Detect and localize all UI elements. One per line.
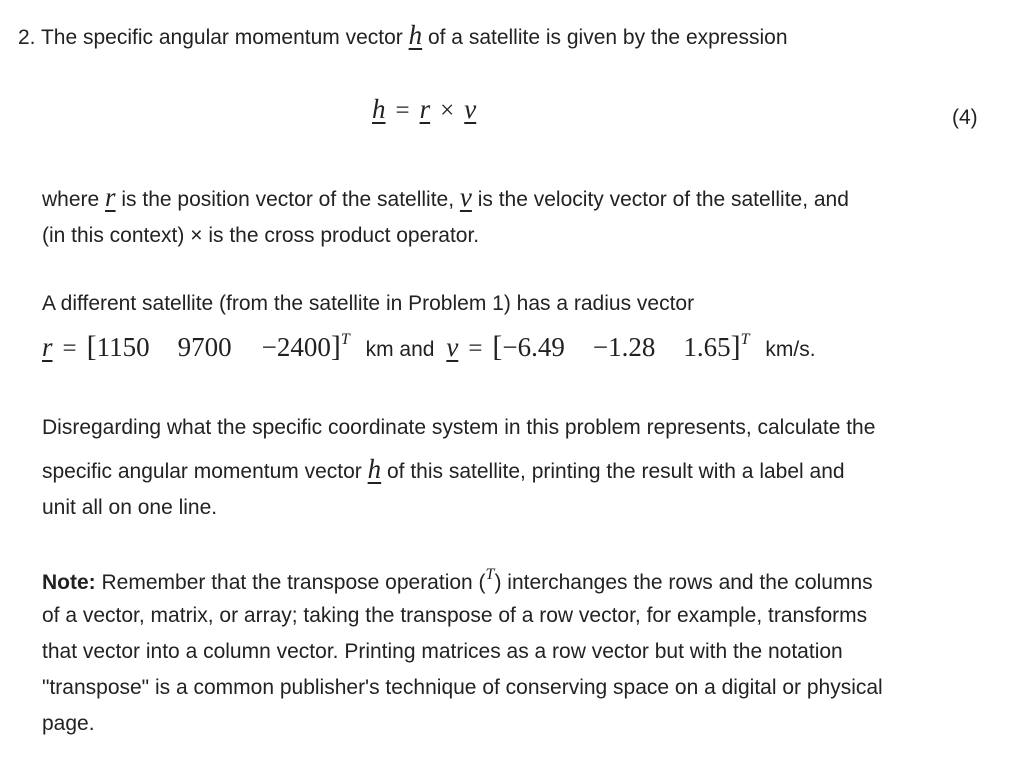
vectors-line <box>42 330 816 364</box>
intro-text: 2. The specific angular momentum vector <box>18 26 409 49</box>
note-line-5: page. <box>42 712 95 735</box>
where-line-2: (in this context) × is the cross product operator. <box>42 224 480 247</box>
v-value-x: −6.49 <box>502 332 565 362</box>
disregard-text-post: of this satellite, printing the result with a label and <box>381 460 845 483</box>
vec-r: r <box>42 332 53 362</box>
v-value-y: −1.28 <box>592 332 656 362</box>
where-line-1 <box>42 182 849 213</box>
bracket-open-v: [ <box>492 330 503 363</box>
r-value-y: 9700 <box>177 332 232 362</box>
different-satellite-line: A different satellite (from the satellite in Problem 1) has a radius vector <box>42 292 695 315</box>
v-value-z: 1.65 <box>683 332 731 362</box>
bracket-close: ] <box>330 330 341 363</box>
r-transpose: T <box>340 331 350 348</box>
intro-text-end: of a satellite is given by the expression <box>422 26 788 49</box>
disregard-line-3: unit all on one line. <box>42 496 218 519</box>
disregard-text-pre: specific angular momentum vector <box>42 460 368 483</box>
km-and: km and <box>365 338 435 361</box>
h-symbol: h <box>408 20 423 50</box>
note-line-3: that vector into a column vector. Printing matrices as a row vector but with the notation <box>42 640 843 663</box>
r-value-z: −2400 <box>261 332 331 362</box>
problem-intro <box>18 20 788 51</box>
note-label: Note: <box>42 571 96 594</box>
disregard-line-1: Disregarding what the specific coordinate system in this problem represents, calculate the <box>42 416 876 439</box>
note-line-4: "transpose" is a common publisher's technique of conserving space on a digital or physical <box>42 676 883 699</box>
bracket-open: [ <box>86 330 97 363</box>
note-line-2: of a vector, matrix, or array; taking the transpose of a row vector, for example, transforms <box>42 604 868 627</box>
equation <box>372 94 476 125</box>
eq-cross: × <box>440 97 455 124</box>
vec-r-equals: = <box>62 335 77 362</box>
vec-v-equals: = <box>468 335 483 362</box>
eq-v: v <box>464 94 477 124</box>
eq-r: r <box>419 94 431 124</box>
where-r: r <box>105 182 116 212</box>
v-transpose: T <box>740 331 750 348</box>
r-value-x: 1150 <box>96 332 150 362</box>
eq-h: h <box>372 94 386 124</box>
equation-number: (4) <box>952 106 978 129</box>
vec-v: v <box>446 332 459 362</box>
eq-equals: = <box>395 97 410 124</box>
bracket-close-v: ] <box>730 330 741 363</box>
where-text-2: is the position vector of the satellite, <box>115 188 460 211</box>
disregard-h: h <box>367 454 382 484</box>
kms: km/s. <box>765 338 816 361</box>
note-transpose: T <box>485 566 495 583</box>
note-line-1 <box>42 566 873 595</box>
note-text-pre: Remember that the transpose operation ( <box>95 571 486 594</box>
where-text-1: where <box>42 188 106 211</box>
note-text-post: ) interchanges the rows and the columns <box>494 571 873 594</box>
where-v: v <box>459 182 472 212</box>
where-text-3: is the velocity vector of the satellite, and <box>471 188 849 211</box>
disregard-line-2 <box>42 454 845 485</box>
